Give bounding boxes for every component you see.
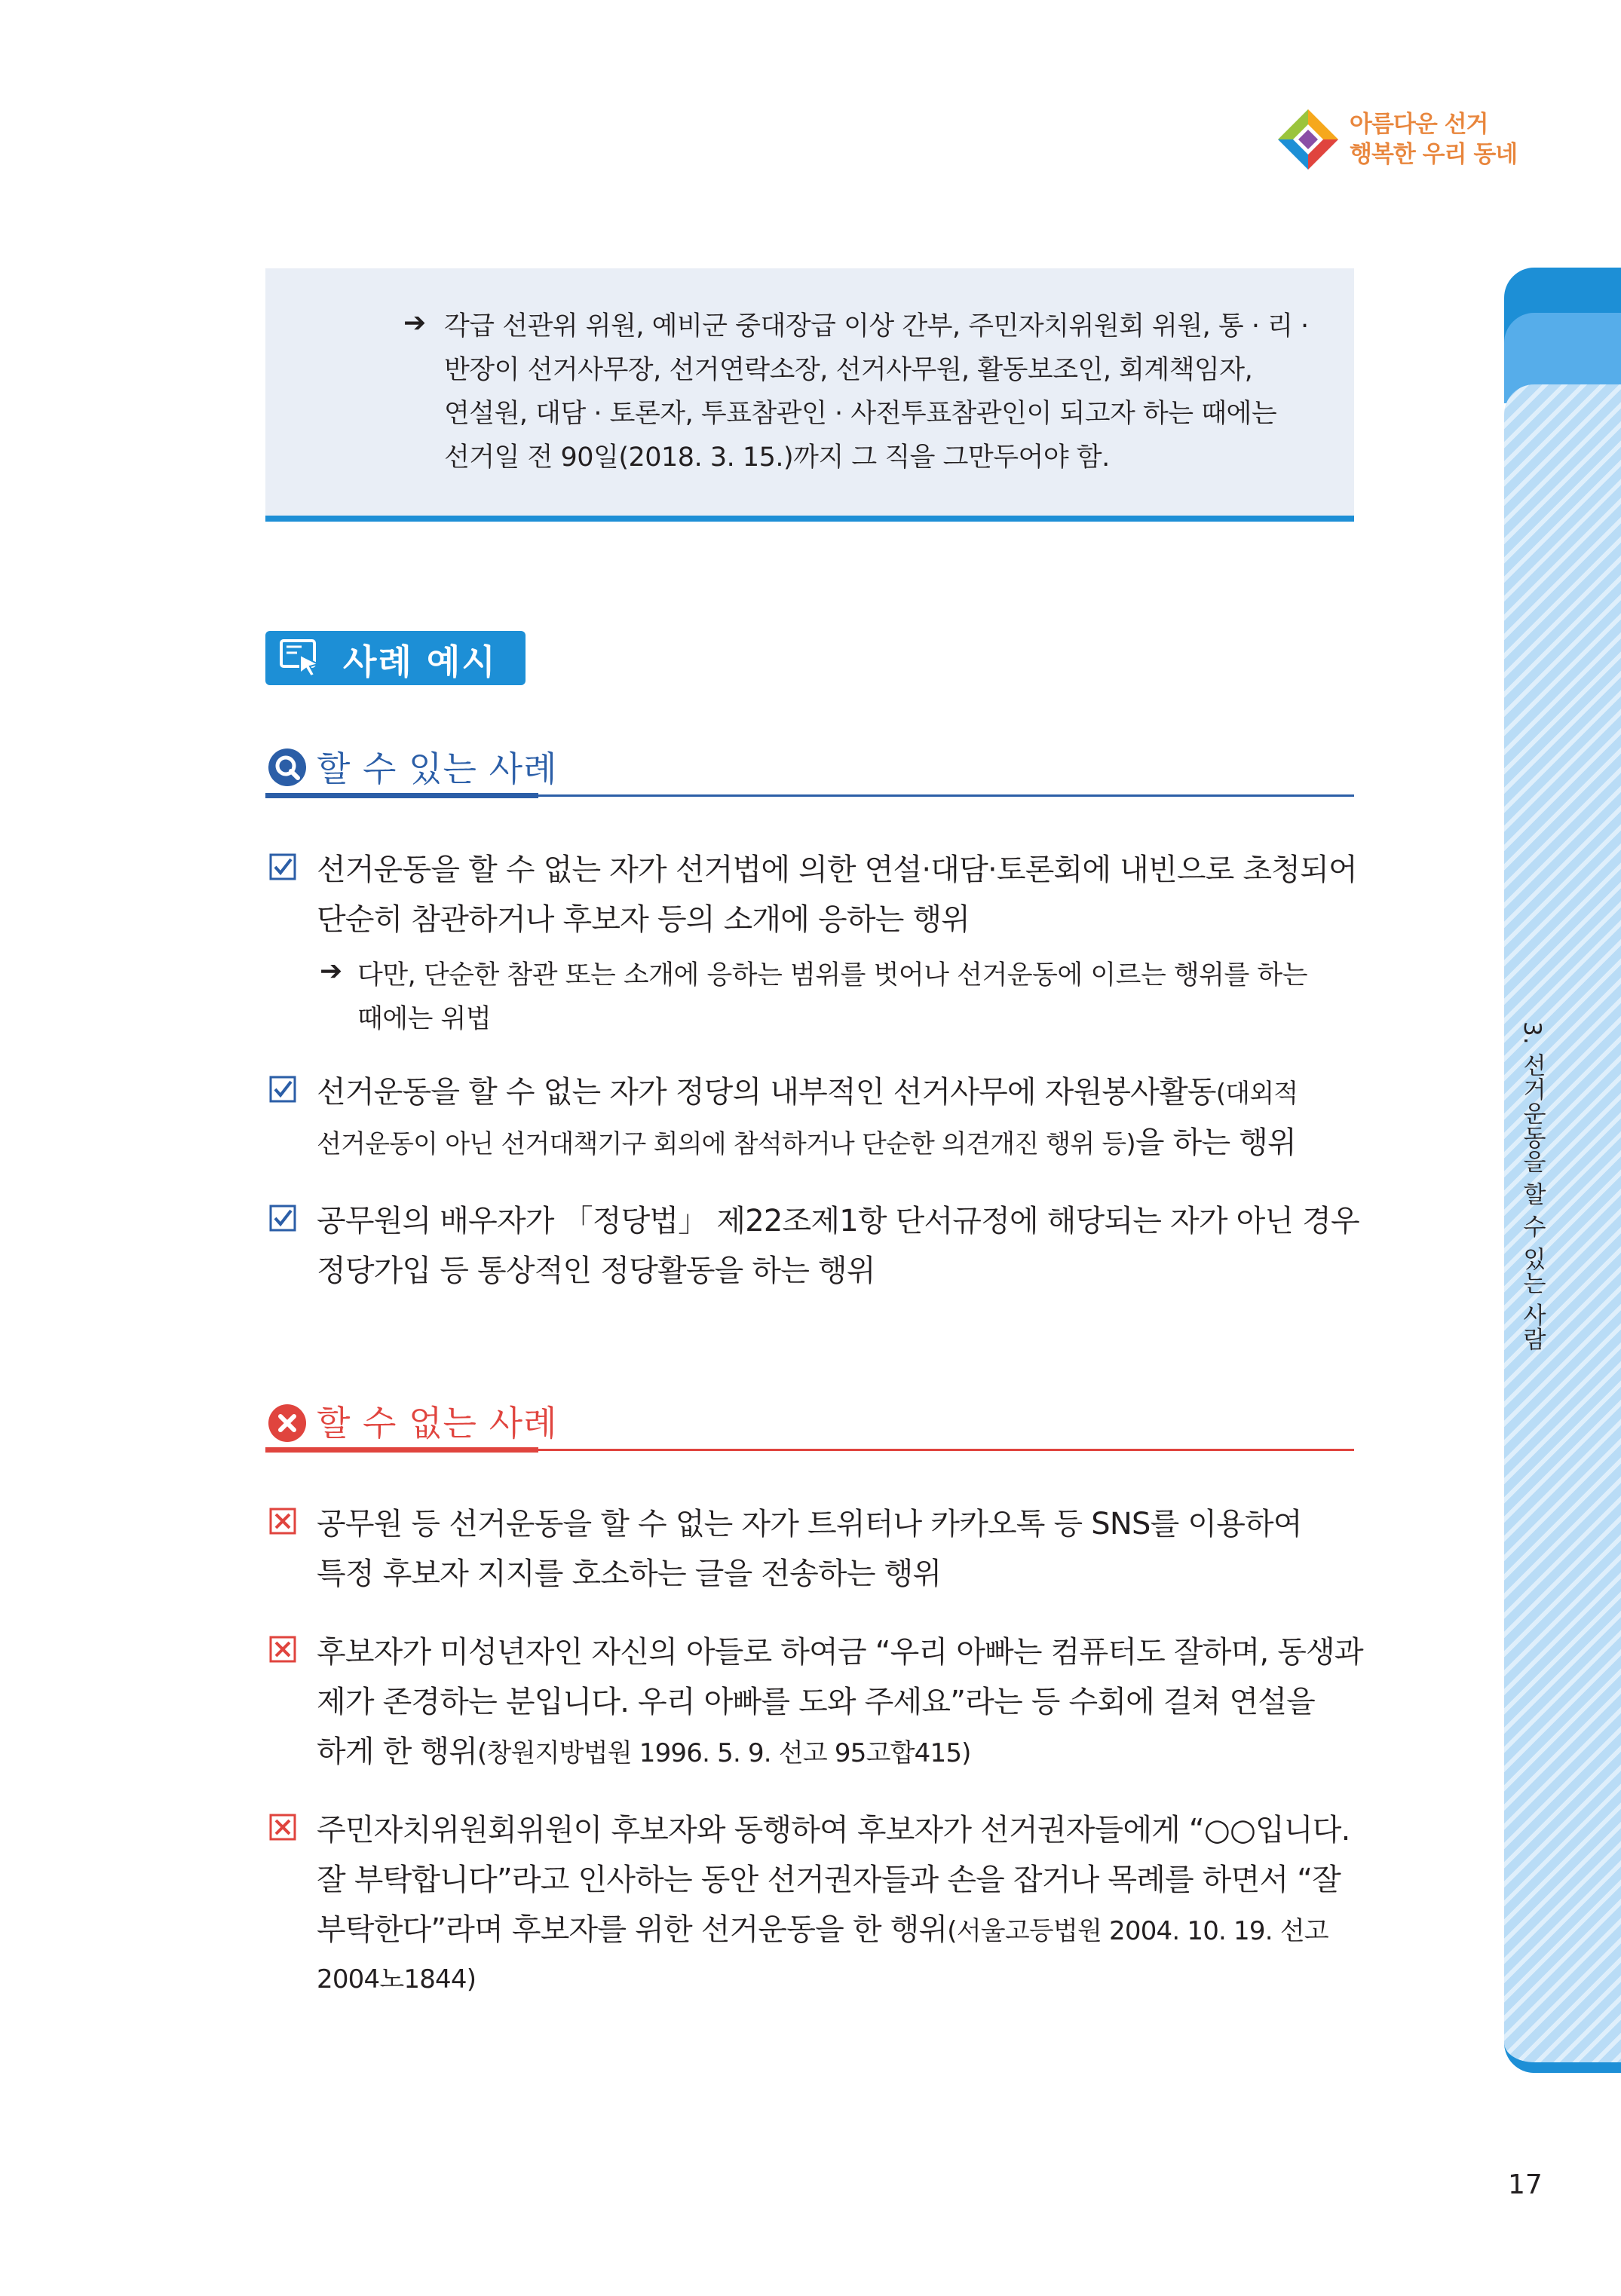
forbidden-cases-title: 할 수 없는 사례 <box>317 1403 558 1443</box>
allowed-item-note: 선거운동이 아닌 선거대책기구 회의에 참석하거나 단순한 의견개진 행위 등) <box>317 1129 1135 1159</box>
monitor-cursor-icon <box>279 638 321 678</box>
forbidden-item-line: 제가 존경하는 분입니다. 우리 아빠를 도와 주세요”라는 등 수회에 걸쳐 연설을 <box>317 1685 1316 1719</box>
note-line: 반장이 선거사무장, 선거연락소장, 선거사무원, 활동보조인, 회계책임자, <box>444 355 1253 385</box>
court-citation: (창원지방법원 1996. 5. 9. 선고 95고합415) <box>477 1738 971 1768</box>
allowed-item-text: 을 하는 행위 <box>1135 1125 1296 1160</box>
chapter-label-text: 3. 선거운동을 할 수 있는 사람 <box>1518 1021 1546 1352</box>
checkbox-x-icon <box>269 1508 296 1535</box>
arrow-right-icon: ➔ <box>320 956 343 987</box>
forbidden-item-text: 하게 한 행위 <box>317 1734 478 1769</box>
checkbox-checked-icon <box>269 853 296 880</box>
section-title: 사례 예시 <box>343 641 497 682</box>
note-line: 연설원, 대담 · 토론자, 투표참관인 · 사전투표참관인이 되고자 하는 때에는 <box>444 399 1277 429</box>
chapter-label <box>1515 1021 1576 1368</box>
allowed-item-line: 선거운동을 할 수 없는 자가 선거법에 의한 연설·대담·토론회에 내빈으로 초청되어 <box>317 853 1357 887</box>
court-citation: (서울고등법원 2004. 10. 19. 선고 <box>947 1916 1328 1946</box>
forbidden-item-text: 부탁한다”라며 후보자를 위한 선거운동을 한 행위 <box>317 1912 948 1947</box>
allowed-divider <box>265 794 1354 797</box>
allowed-item-line: 정당가입 등 통상적인 정당활동을 하는 행위 <box>317 1254 875 1288</box>
election-logo-icon <box>1274 106 1342 173</box>
allowed-item-text: 선거운동을 할 수 없는 자가 정당의 내부적인 선거사무에 자원봉사활동 <box>317 1075 1216 1110</box>
forbidden-item-line: 후보자가 미성년자인 자신의 아들로 하여금 “우리 아빠는 컴퓨터도 잘하며, 동생과 <box>317 1635 1363 1670</box>
forbidden-item-line: 공무원 등 선거운동을 할 수 없는 자가 트위터나 카카오톡 등 SNS를 이용하여 <box>317 1507 1302 1541</box>
page-number: 17 <box>1508 2169 1543 2200</box>
allowed-item-note: (대외적 <box>1215 1079 1298 1109</box>
checkbox-x-icon <box>269 1636 296 1663</box>
allowed-item-line: 공무원의 배우자가 「정당법」 제22조제1항 단서규정에 해당되는 자가 아닌 경우 <box>317 1204 1359 1238</box>
allowed-item-line: 단순히 참관하거나 후보자 등의 소개에 응하는 행위 <box>317 902 970 937</box>
note-line: 선거일 전 90일(2018. 3. 15.)까지 그 직을 그만두어야 함. <box>444 442 1110 473</box>
arrow-right-icon: ➔ <box>403 308 427 338</box>
allowed-cases-title: 할 수 있는 사례 <box>317 748 558 789</box>
forbidden-item-line: 특정 후보자 지지를 호소하는 글을 전송하는 행위 <box>317 1557 942 1591</box>
forbidden-divider <box>265 1449 1354 1451</box>
logo-line2: 행복한 우리 동네 <box>1350 141 1518 168</box>
allowed-item-sub-line: 다만, 단순한 참관 또는 소개에 응하는 범위를 벗어나 선거운동에 이르는 행위를 하는 <box>357 960 1308 990</box>
forbidden-item-line: 주민자치위원회위원이 후보자와 동행하여 후보자가 선거권자들에게 “○○입니다. <box>317 1813 1350 1848</box>
forbidden-item-line <box>317 1906 1328 1949</box>
court-citation: 2004노1844) <box>317 1964 476 1994</box>
logo-text <box>1350 109 1517 170</box>
forbidden-item-line: 잘 부탁합니다”라고 인사하는 동안 선거권자들과 손을 잡거나 목례를 하면서 “잘 <box>317 1863 1341 1897</box>
checkbox-checked-icon <box>269 1076 296 1103</box>
x-circle-icon <box>268 1404 307 1443</box>
magnifier-icon <box>268 748 307 787</box>
allowed-item-line <box>317 1068 1298 1111</box>
checkbox-checked-icon <box>269 1205 296 1232</box>
checkbox-x-icon <box>269 1814 296 1841</box>
forbidden-item-line <box>317 1728 971 1771</box>
logo-line1: 아름다운 선거 <box>1350 111 1488 138</box>
note-line: 각급 선관위 위원, 예비군 중대장급 이상 간부, 주민자치위원회 위원, 통 · 리 · <box>444 311 1309 341</box>
allowed-item-line <box>317 1119 1296 1162</box>
allowed-item-sub-line: 때에는 위법 <box>357 1004 492 1034</box>
